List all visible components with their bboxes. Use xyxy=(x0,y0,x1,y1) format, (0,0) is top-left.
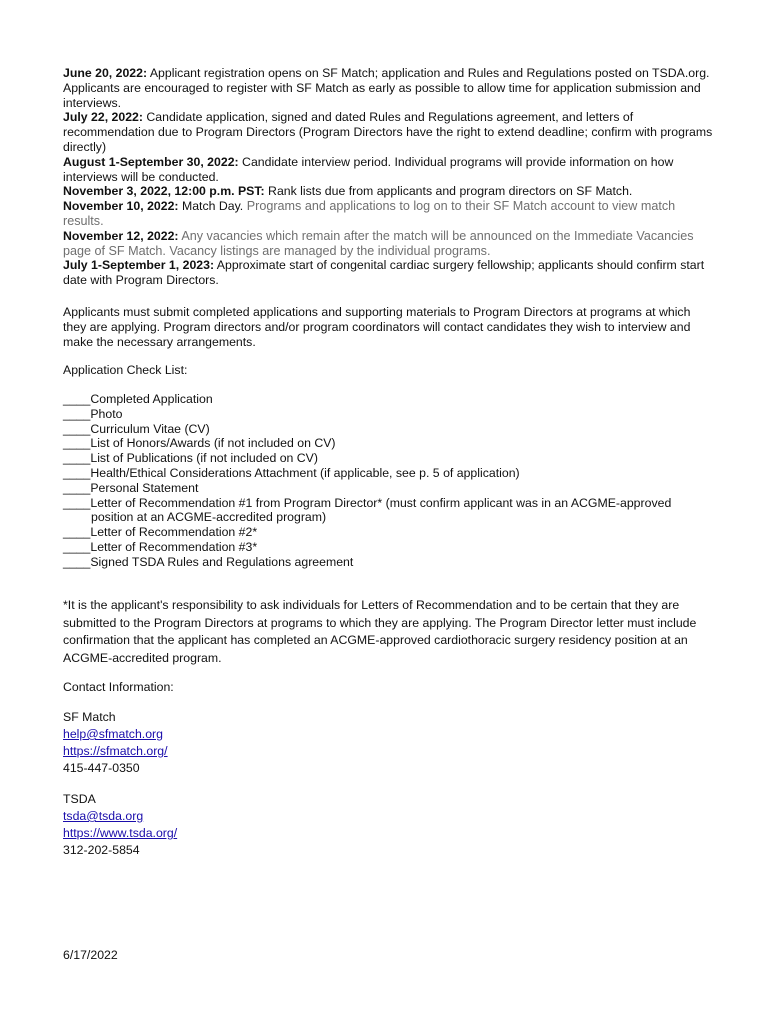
timeline-entry xyxy=(63,155,713,185)
checklist xyxy=(63,392,671,570)
checklist-item: ____Letter of Recommendation #2* xyxy=(63,525,258,540)
timeline xyxy=(63,66,713,288)
entry-text: Applicant registration opens on SF Match; application and Rules and Regulations posted on TSDA.org. Applicants are encouraged to register with SF Match as early as possible to allow time for application submission and interviews. xyxy=(63,66,710,110)
checklist-item: ____Letter of Recommendation #3* xyxy=(63,539,258,554)
footnote-paragraph: *It is the applicant's responsibility to ask individuals for Letters of Recommendation and to be certain that they are submitted to the Program Directors at programs to which they are applying. The Program Director letter must include confirmation that the applicant has completed an ACGME-approved cardiothoracic surgery residency position at an ACGME-accredited program. xyxy=(63,598,697,665)
checklist-item-continuation: position at an ACGME-accredited program) xyxy=(91,510,327,525)
contact-title: Contact Information: xyxy=(63,680,174,694)
entry-text: Approximate start of congenital cardiac surgery fellowship; applicants should confirm start date with Program Directors. xyxy=(63,258,705,288)
entry-text: Match Day. xyxy=(178,199,244,214)
sfmatch-contact xyxy=(63,709,168,777)
sfmatch-phone: 415-447-0350 xyxy=(63,761,140,775)
entry-date: August 1-September 30, 2022: xyxy=(63,154,239,169)
entry-date: November 10, 2022: xyxy=(63,199,179,214)
tsda-name: TSDA xyxy=(63,792,96,806)
entry-text: Rank lists due from applicants and program directors on SF Match. xyxy=(264,184,633,199)
tsda-contact xyxy=(63,791,177,859)
entry-text-gray: Any vacancies which remain after the match will be announced on the Immediate Vacancies page of SF Match. Vacancy listings are managed by the individual programs. xyxy=(63,228,694,258)
entry-text-gray: Programs and applications to log on to their SF Match account to view match results. xyxy=(63,199,676,228)
checklist-item: ____List of Honors/Awards (if not included on CV) xyxy=(63,436,336,451)
entry-date: July 1-September 1, 2023: xyxy=(63,258,215,273)
checklist-item: ____Personal Statement xyxy=(63,480,199,495)
instructions-paragraph: Applicants must submit completed applications and supporting materials to Program Directors at programs at which they are applying. Program directors and/or program coordinators will contact candidates they wish to interview and make the necessary arrangements. xyxy=(63,305,691,349)
entry-date: June 20, 2022: xyxy=(63,66,148,80)
timeline-entry xyxy=(63,229,713,259)
entry-date: July 22, 2022: xyxy=(63,110,143,125)
checklist-item: ____Completed Application xyxy=(63,392,213,406)
sfmatch-website-link[interactable]: https://sfmatch.org/ xyxy=(63,744,168,758)
entry-date: November 3, 2022, 12:00 p.m. PST: xyxy=(63,184,265,199)
sfmatch-email-link[interactable]: help@sfmatch.org xyxy=(63,727,163,741)
entry-text: Candidate interview period. Individual programs will provide information on how interviews will be conducted. xyxy=(63,154,674,184)
checklist-item: ____Photo xyxy=(63,406,123,421)
checklist-item: ____Signed TSDA Rules and Regulations agreement xyxy=(63,554,354,569)
timeline-entry xyxy=(63,199,713,229)
checklist-item: ____Letter of Recommendation #1 from Program Director* (must confirm applicant was in an ACGME-approved xyxy=(63,495,672,510)
timeline-entry xyxy=(63,184,713,199)
checklist-item: ____Curriculum Vitae (CV) xyxy=(63,421,210,436)
timeline-entry xyxy=(63,110,713,154)
tsda-phone: 312-202-5854 xyxy=(63,843,140,857)
checklist-item: ____Health/Ethical Considerations Attachment (if applicable, see p. 5 of application) xyxy=(63,465,520,480)
footer-date: 6/17/2022 xyxy=(63,948,118,962)
entry-date: November 12, 2022: xyxy=(63,228,179,243)
checklist-title: Application Check List: xyxy=(63,363,188,377)
entry-text: Candidate application, signed and dated Rules and Regulations agreement, and letters of recommendation due to Program Directors (Program Directors have the right to extend deadline; confirm with programs directly) xyxy=(63,110,713,154)
sfmatch-name: SF Match xyxy=(63,710,116,724)
timeline-entry xyxy=(63,66,713,110)
timeline-entry xyxy=(63,258,713,288)
checklist-item: ____List of Publications (if not included on CV) xyxy=(63,451,318,466)
tsda-email-link[interactable]: tsda@tsda.org xyxy=(63,809,144,823)
tsda-website-link[interactable]: https://www.tsda.org/ xyxy=(63,826,178,840)
